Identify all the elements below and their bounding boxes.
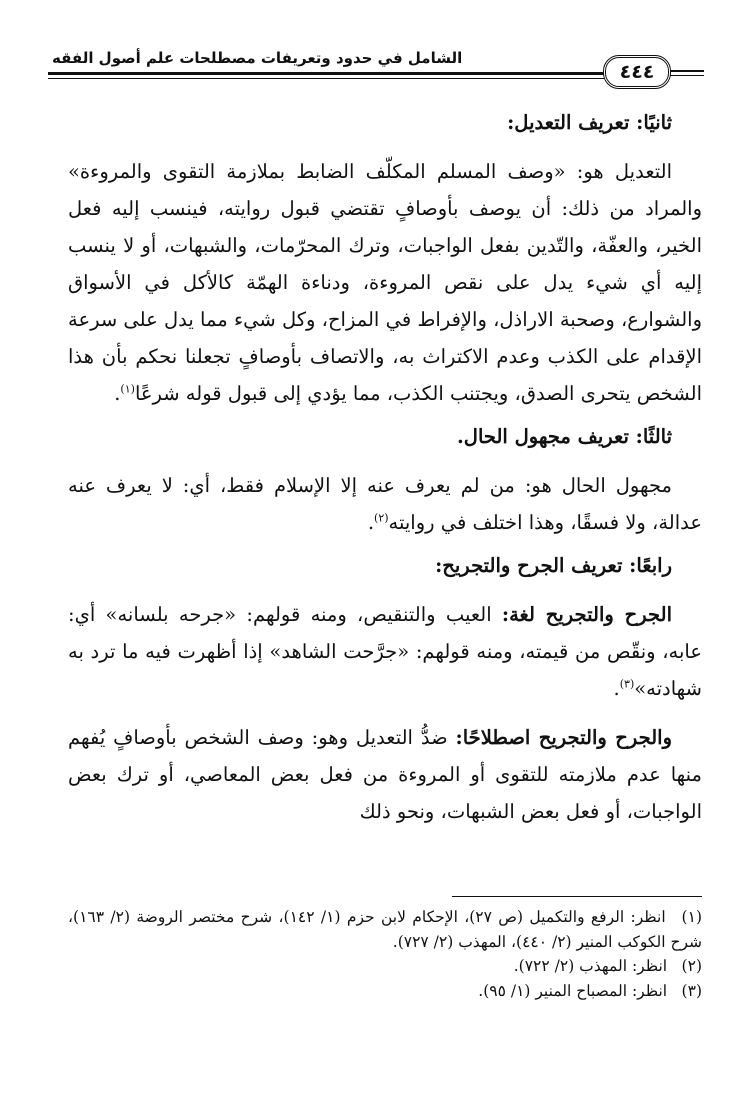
- paragraph-jarh-lugha: [68, 596, 702, 707]
- paragraph-majhul-definition: [68, 467, 702, 541]
- header-rule-thin: [48, 78, 604, 79]
- running-header-title: [52, 48, 597, 68]
- footnote-1: [68, 905, 702, 954]
- paragraph-taadil-definition: [68, 153, 702, 412]
- header-title-text: الشامل في حدود وتعريفات مصطلحات علم أصول الفقه: [52, 49, 463, 67]
- footnote-separator: [452, 896, 702, 897]
- header-rule-thick: [48, 72, 604, 75]
- section-heading-majhul: ثالثًا: تعريف مجهول الحال.: [456, 425, 672, 448]
- footnote-ref-1: (١): [120, 382, 135, 396]
- sentence-end: .: [367, 511, 375, 534]
- page-number-badge: [603, 55, 671, 89]
- footnote-text: انظر: الرفع والتكميل (ص ٢٧)، الإحكام لابن حزم (١/ ١٤٢)، شرح مختصر الروضة (٢/ ١٦٣)، شرح الكوكب المنير (٢/ ٤٤٠)، المهذب (٢/ ٧٢٧).: [68, 908, 702, 951]
- section-heading-taadil: ثانيًا: تعريف التعديل:: [507, 111, 672, 134]
- term-lead: الجرح والتجريح لغة:: [501, 603, 672, 626]
- header-rule-right-thin: [670, 75, 704, 76]
- paragraph-text: ضدُّ التعديل وهو: وصف الشخص بأوصافٍ يُفهم منها عدم ملازمته للتقوى أو المروءة من فعل بعض المعاصي، أو ترك بعض الواجبات، أو فعل بعض الشبهات، ونحو ذلك: [68, 726, 702, 823]
- paragraph-text: التعديل هو: «وصف المسلم المكلّف الضابط بملازمة التقوى والمروءة» والمراد من ذلك: أن يوصف بأوصافٍ تقتضي قبول روايته، فينسب إليه فعل الخير، والعفّة، والتّدين بفعل الواجبات، وترك المحرّمات، والشبهات، أو لا ينسب إليه أي شيء يدل على نقص المروءة، ودناءة الهمّة كالأكل في الأسواق والشوارع، وصحبة الاراذل، والإفراط في المزاح، وكل شيء مما يدل على سرعة الإقدام على الكذب وعدم الاكتراث به، والاتصاف بأوصافٍ تجعلنا نحكم بأن هذا الشخص يتحرى الصدق، ويجتنب الكذب، مما يؤدي إلى قبول قوله شرعًا: [68, 160, 702, 405]
- footnotes: [68, 905, 702, 1003]
- sentence-end: .: [613, 677, 620, 700]
- footnote-number: (٢): [681, 957, 702, 975]
- footnote-text: انظر: المهذب (٢/ ٧٢٢).: [513, 957, 668, 975]
- header-rule-right: [670, 70, 704, 72]
- paragraph-jarh-istilah: [68, 719, 702, 830]
- term-lead: والجرح والتجريح اصطلاحًا:: [455, 726, 672, 749]
- footnote-3: [68, 979, 702, 1004]
- sentence-end: .: [114, 382, 121, 405]
- paragraph-text: مجهول الحال هو: من لم يعرف عنه إلا الإسلام فقط، أي: لا يعرف عنه عدالة، ولا فسقًا، وهذا اختلف في روايته: [68, 474, 702, 534]
- main-text: [68, 104, 702, 830]
- footnote-number: (٣): [681, 981, 702, 1000]
- footnote-text: انظر: المصباح المنير (١/ ٩٥).: [478, 981, 668, 1000]
- footnote-number: (١): [681, 908, 702, 926]
- footnote-2: [68, 954, 702, 979]
- paragraph-text: العيب والتنقيص، ومنه قولهم: «جرحه بلسانه» أي: عابه، ونقّص من قيمته، ومنه قولهم: «جرَّحت الشاهد» إذا أظهرت فيه ما ترد به شهادته»: [68, 603, 702, 700]
- footnote-ref-2: (٢): [374, 511, 389, 525]
- page-number: ٤٤٤: [619, 61, 655, 83]
- footnote-ref-3: (٣): [619, 677, 635, 691]
- section-heading-jarh: رابعًا: تعريف الجرح والتجريح:: [435, 554, 672, 577]
